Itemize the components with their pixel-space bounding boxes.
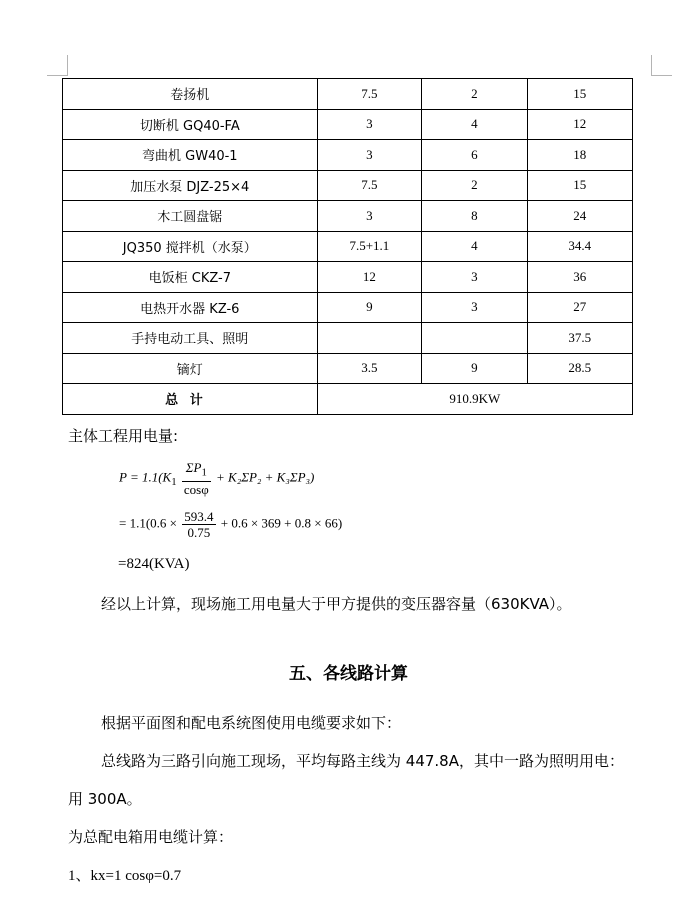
formula2-rest: + 0.6 × 369 + 0.8 × 66) — [220, 515, 343, 531]
total-power-cell: 36 — [527, 262, 632, 293]
table-row — [63, 231, 633, 262]
quantity-cell: 6 — [422, 140, 527, 171]
table-row — [63, 79, 633, 110]
quantity-cell — [422, 323, 527, 354]
equipment-name-cell: 木工圆盘锯 — [63, 201, 318, 232]
paragraph-2-line-1: 总线路为三路引向施工现场，平均每路主线为 447.8A，其中一路为照明用电： — [101, 752, 624, 770]
unit-power-cell: 9 — [317, 292, 422, 323]
total-power-cell: 15 — [527, 170, 632, 201]
formula2-lhs: = 1.1(0.6 × — [119, 515, 177, 531]
equipment-name-cell: 电热开水器 KZ-6 — [63, 292, 318, 323]
paragraph-3: 为总配电箱用电缆计算： — [68, 828, 234, 846]
quantity-cell: 3 — [422, 262, 527, 293]
result-text: =824(KVA) — [118, 556, 190, 572]
equipment-name-cell: 弯曲机 GW40-1 — [63, 140, 318, 171]
formula-line-1: $P = 1.1(K_1$ $\frac{\Sigma P_1}{\cos\varphi}$ + K₂ΣP₂ + K₃ΣP₃) — [119, 460, 315, 497]
crop-mark-top-left — [47, 55, 68, 76]
table-row — [63, 170, 633, 201]
total-power-cell: 15 — [527, 79, 632, 110]
section-heading: 五、各线路计算 — [289, 664, 408, 684]
quantity-cell: 4 — [422, 109, 527, 140]
list-item-1: 1、kx=1 cosφ=0.7 — [68, 868, 182, 884]
formula1-frac-den: cosφ — [183, 481, 209, 497]
table-row — [63, 109, 633, 140]
table-row — [63, 353, 633, 384]
unit-power-cell — [317, 323, 422, 354]
equipment-name-cell: 镝灯 — [63, 353, 318, 384]
conclusion-text: 经以上计算，现场施工用电量大于甲方提供的变压器容量（630KVA）。 — [101, 595, 572, 613]
table-row — [63, 262, 633, 293]
unit-power-cell: 7.5+1.1 — [317, 231, 422, 262]
formula1-rest: + K₂ΣP₂ + K₃ΣP₃) — [216, 469, 315, 485]
table-row — [63, 292, 633, 323]
unit-power-cell: 7.5 — [317, 170, 422, 201]
unit-power-cell: 3 — [317, 140, 422, 171]
unit-power-cell: 7.5 — [317, 79, 422, 110]
unit-power-cell: 12 — [317, 262, 422, 293]
crop-mark-top-right — [651, 55, 672, 76]
quantity-cell: 4 — [422, 231, 527, 262]
table-row — [63, 323, 633, 354]
total-power-cell: 18 — [527, 140, 632, 171]
total-power-cell: 12 — [527, 109, 632, 140]
formula-line-2 — [119, 509, 342, 540]
quantity-cell: 9 — [422, 353, 527, 384]
equipment-name-cell: 电饭柜 CKZ-7 — [63, 262, 318, 293]
formula2-frac-den: 0.75 — [187, 525, 211, 540]
table-total-row — [63, 384, 633, 415]
equipment-name-cell: 切断机 GQ40-FA — [63, 109, 318, 140]
equipment-name-cell: 加压水泵 DJZ-25×4 — [63, 170, 318, 201]
total-label: 总计 — [63, 384, 318, 415]
total-power-cell: 34.4 — [527, 231, 632, 262]
total-power-cell: 28.5 — [527, 353, 632, 384]
total-power-cell: 24 — [527, 201, 632, 232]
table-row — [63, 140, 633, 171]
total-power-cell: 27 — [527, 292, 632, 323]
equipment-name-cell: 卷扬机 — [63, 79, 318, 110]
table-row — [63, 201, 633, 232]
formula2-fraction — [182, 509, 215, 540]
main-power-label: 主体工程用电量: — [68, 427, 179, 445]
equipment-power-table — [62, 78, 633, 415]
quantity-cell: 2 — [422, 170, 527, 201]
formula1-fraction: $\frac{\Sigma P_1}{\cos\varphi}$ — [183, 460, 209, 497]
total-value: 910.9KW — [317, 384, 632, 415]
formula1-frac-num: ΣP — [185, 460, 202, 475]
paragraph-1: 根据平面图和配电系统图使用电缆要求如下： — [101, 714, 402, 732]
unit-power-cell: 3 — [317, 109, 422, 140]
unit-power-cell: 3 — [317, 201, 422, 232]
quantity-cell: 2 — [422, 79, 527, 110]
quantity-cell: 3 — [422, 292, 527, 323]
total-power-cell: 37.5 — [527, 323, 632, 354]
paragraph-2-line-2: 用 300A。 — [68, 790, 142, 808]
quantity-cell: 8 — [422, 201, 527, 232]
formula1-lhs: P = 1.1(K — [119, 469, 172, 485]
equipment-name-cell: JQ350 搅拌机（水泵） — [63, 231, 318, 262]
unit-power-cell: 3.5 — [317, 353, 422, 384]
formula2-frac-num: 593.4 — [184, 509, 214, 524]
equipment-name-cell: 手持电动工具、照明 — [63, 323, 318, 354]
